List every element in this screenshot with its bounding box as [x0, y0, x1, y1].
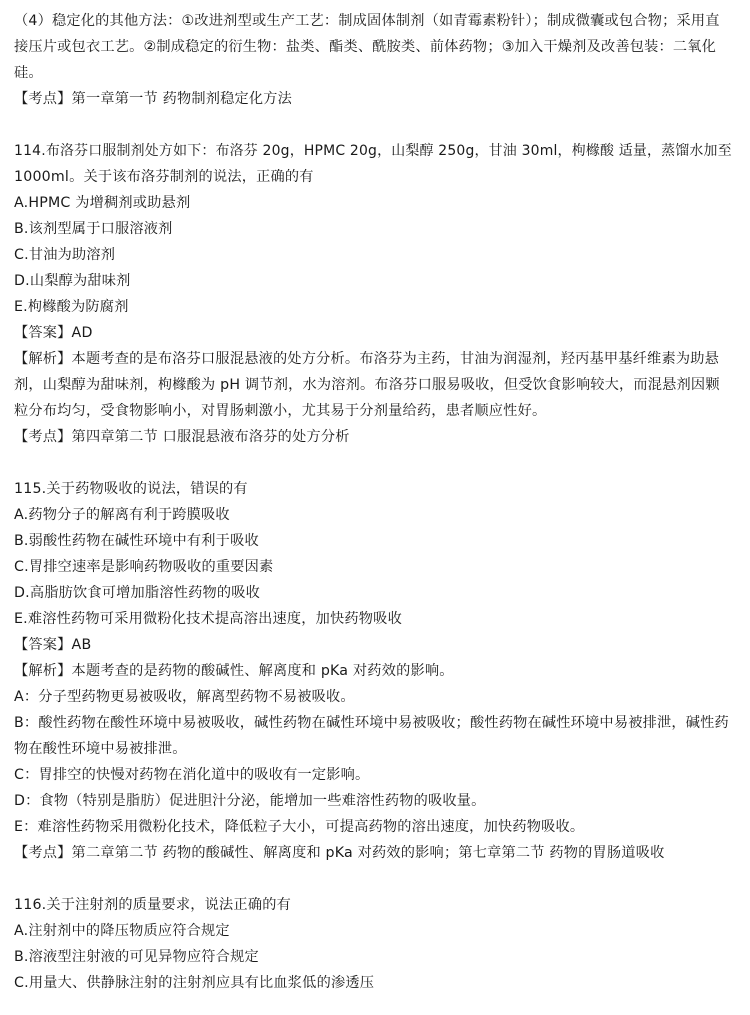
analysis-line: 【解析】本题考查的是药物的酸碱性、解离度和 pKa 对药效的影响。: [14, 663, 454, 679]
analysis-line: A：分子型药物更易被吸收，解离型药物不易被吸收。: [14, 689, 355, 705]
option-e: E.难溶性药物可采用微粉化技术提高溶出速度，加快药物吸收: [14, 611, 402, 627]
analysis-line: D：食物（特别是脂肪）促进胆汁分泌，能增加一些难溶性药物的吸收量。: [14, 793, 486, 809]
option-d: D.山梨醇为甜味剂: [14, 273, 131, 289]
question-116-stem: 116.关于注射剂的质量要求，说法正确的有: [14, 897, 291, 913]
analysis-line: E：难溶性药物采用微粉化技术，降低粒子大小，可提高药物的溶出速度，加快药物吸收。: [14, 819, 585, 835]
analysis-line: 粒分布均匀，受食物影响小，对胃肠刺激小，尤其易于分剂量给药，患者顺应性好。: [14, 403, 547, 419]
question-115-stem: 115.关于药物吸收的说法，错误的有: [14, 481, 248, 497]
analysis-line: B：酸性药物在酸性环境中易被吸收，碱性药物在碱性环境中易被吸收；酸性药物在碱性环境中易被排泄，碱性药: [14, 715, 729, 731]
option-c: C.胃排空速率是影响药物吸收的重要因素: [14, 559, 274, 575]
option-a: A.HPMC 为增稠剂或助悬剂: [14, 195, 191, 211]
blank-line: [14, 112, 736, 138]
document-page: [14, 8, 736, 996]
text-line: 接压片或包衣工艺。②制成稳定的衍生物：盐类、酯类、酰胺类、前体药物；③加入干燥剂及改善包装：二氧化: [14, 39, 717, 55]
topic-line: 【考点】第四章第二节 口服混悬液布洛芬的处方分析: [14, 429, 350, 445]
topic-line: 【考点】第二章第二节 药物的酸碱性、解离度和 pKa 对药效的影响；第七章第二节 药物的胃肠道吸收: [14, 845, 665, 861]
analysis-line: 【解析】本题考查的是布洛芬口服混悬液的处方分析。布洛芬为主药，甘油为润湿剂，羟丙基甲基纤维素为助悬: [14, 351, 719, 367]
option-e: E.枸橼酸为防腐剂: [14, 299, 129, 315]
analysis-line: C：胃排空的快慢对药物在消化道中的吸收有一定影响。: [14, 767, 370, 783]
topic-line: 【考点】第一章第一节 药物制剂稳定化方法: [14, 91, 293, 107]
option-a: A.注射剂中的降压物质应符合规定: [14, 923, 230, 939]
option-b: B.弱酸性药物在碱性环境中有利于吸收: [14, 533, 259, 549]
option-c: C.甘油为助溶剂: [14, 247, 116, 263]
option-b: B.溶液型注射液的可见异物应符合规定: [14, 949, 259, 965]
answer-line: 【答案】AD: [14, 325, 93, 341]
option-c: C.用量大、供静脉注射的注射剂应具有比血浆低的渗透压: [14, 975, 375, 991]
blank-line: [14, 866, 736, 892]
question-114-stem: 114.布洛芬口服制剂处方如下：布洛芬 20g，HPMC 20g，山梨醇 250g，甘油 30ml，枸橼酸 适量，蒸馏水加至: [14, 143, 732, 159]
question-114-stem: 1000ml。关于该布洛芬制剂的说法，正确的有: [14, 169, 314, 185]
answer-line: 【答案】AB: [14, 637, 92, 653]
text-line: 硅。: [14, 65, 43, 81]
blank-line: [14, 450, 736, 476]
option-b: B.该剂型属于口服溶液剂: [14, 221, 173, 237]
option-d: D.高脂肪饮食可增加脂溶性药物的吸收: [14, 585, 261, 601]
analysis-line: 物在酸性环境中易被排泄。: [14, 741, 187, 757]
text-line: （4）稳定化的其他方法：①改进剂型或生产工艺：制成固体制剂（如青霉素粉针）；制成微囊或包合物；采用直: [14, 13, 720, 29]
option-a: A.药物分子的解离有利于跨膜吸收: [14, 507, 230, 523]
analysis-line: 剂，山梨醇为甜味剂，枸橼酸为 pH 调节剂，水为溶剂。布洛芬口服易吸收，但受饮食影响较大，而混悬剂因颗: [14, 377, 720, 393]
